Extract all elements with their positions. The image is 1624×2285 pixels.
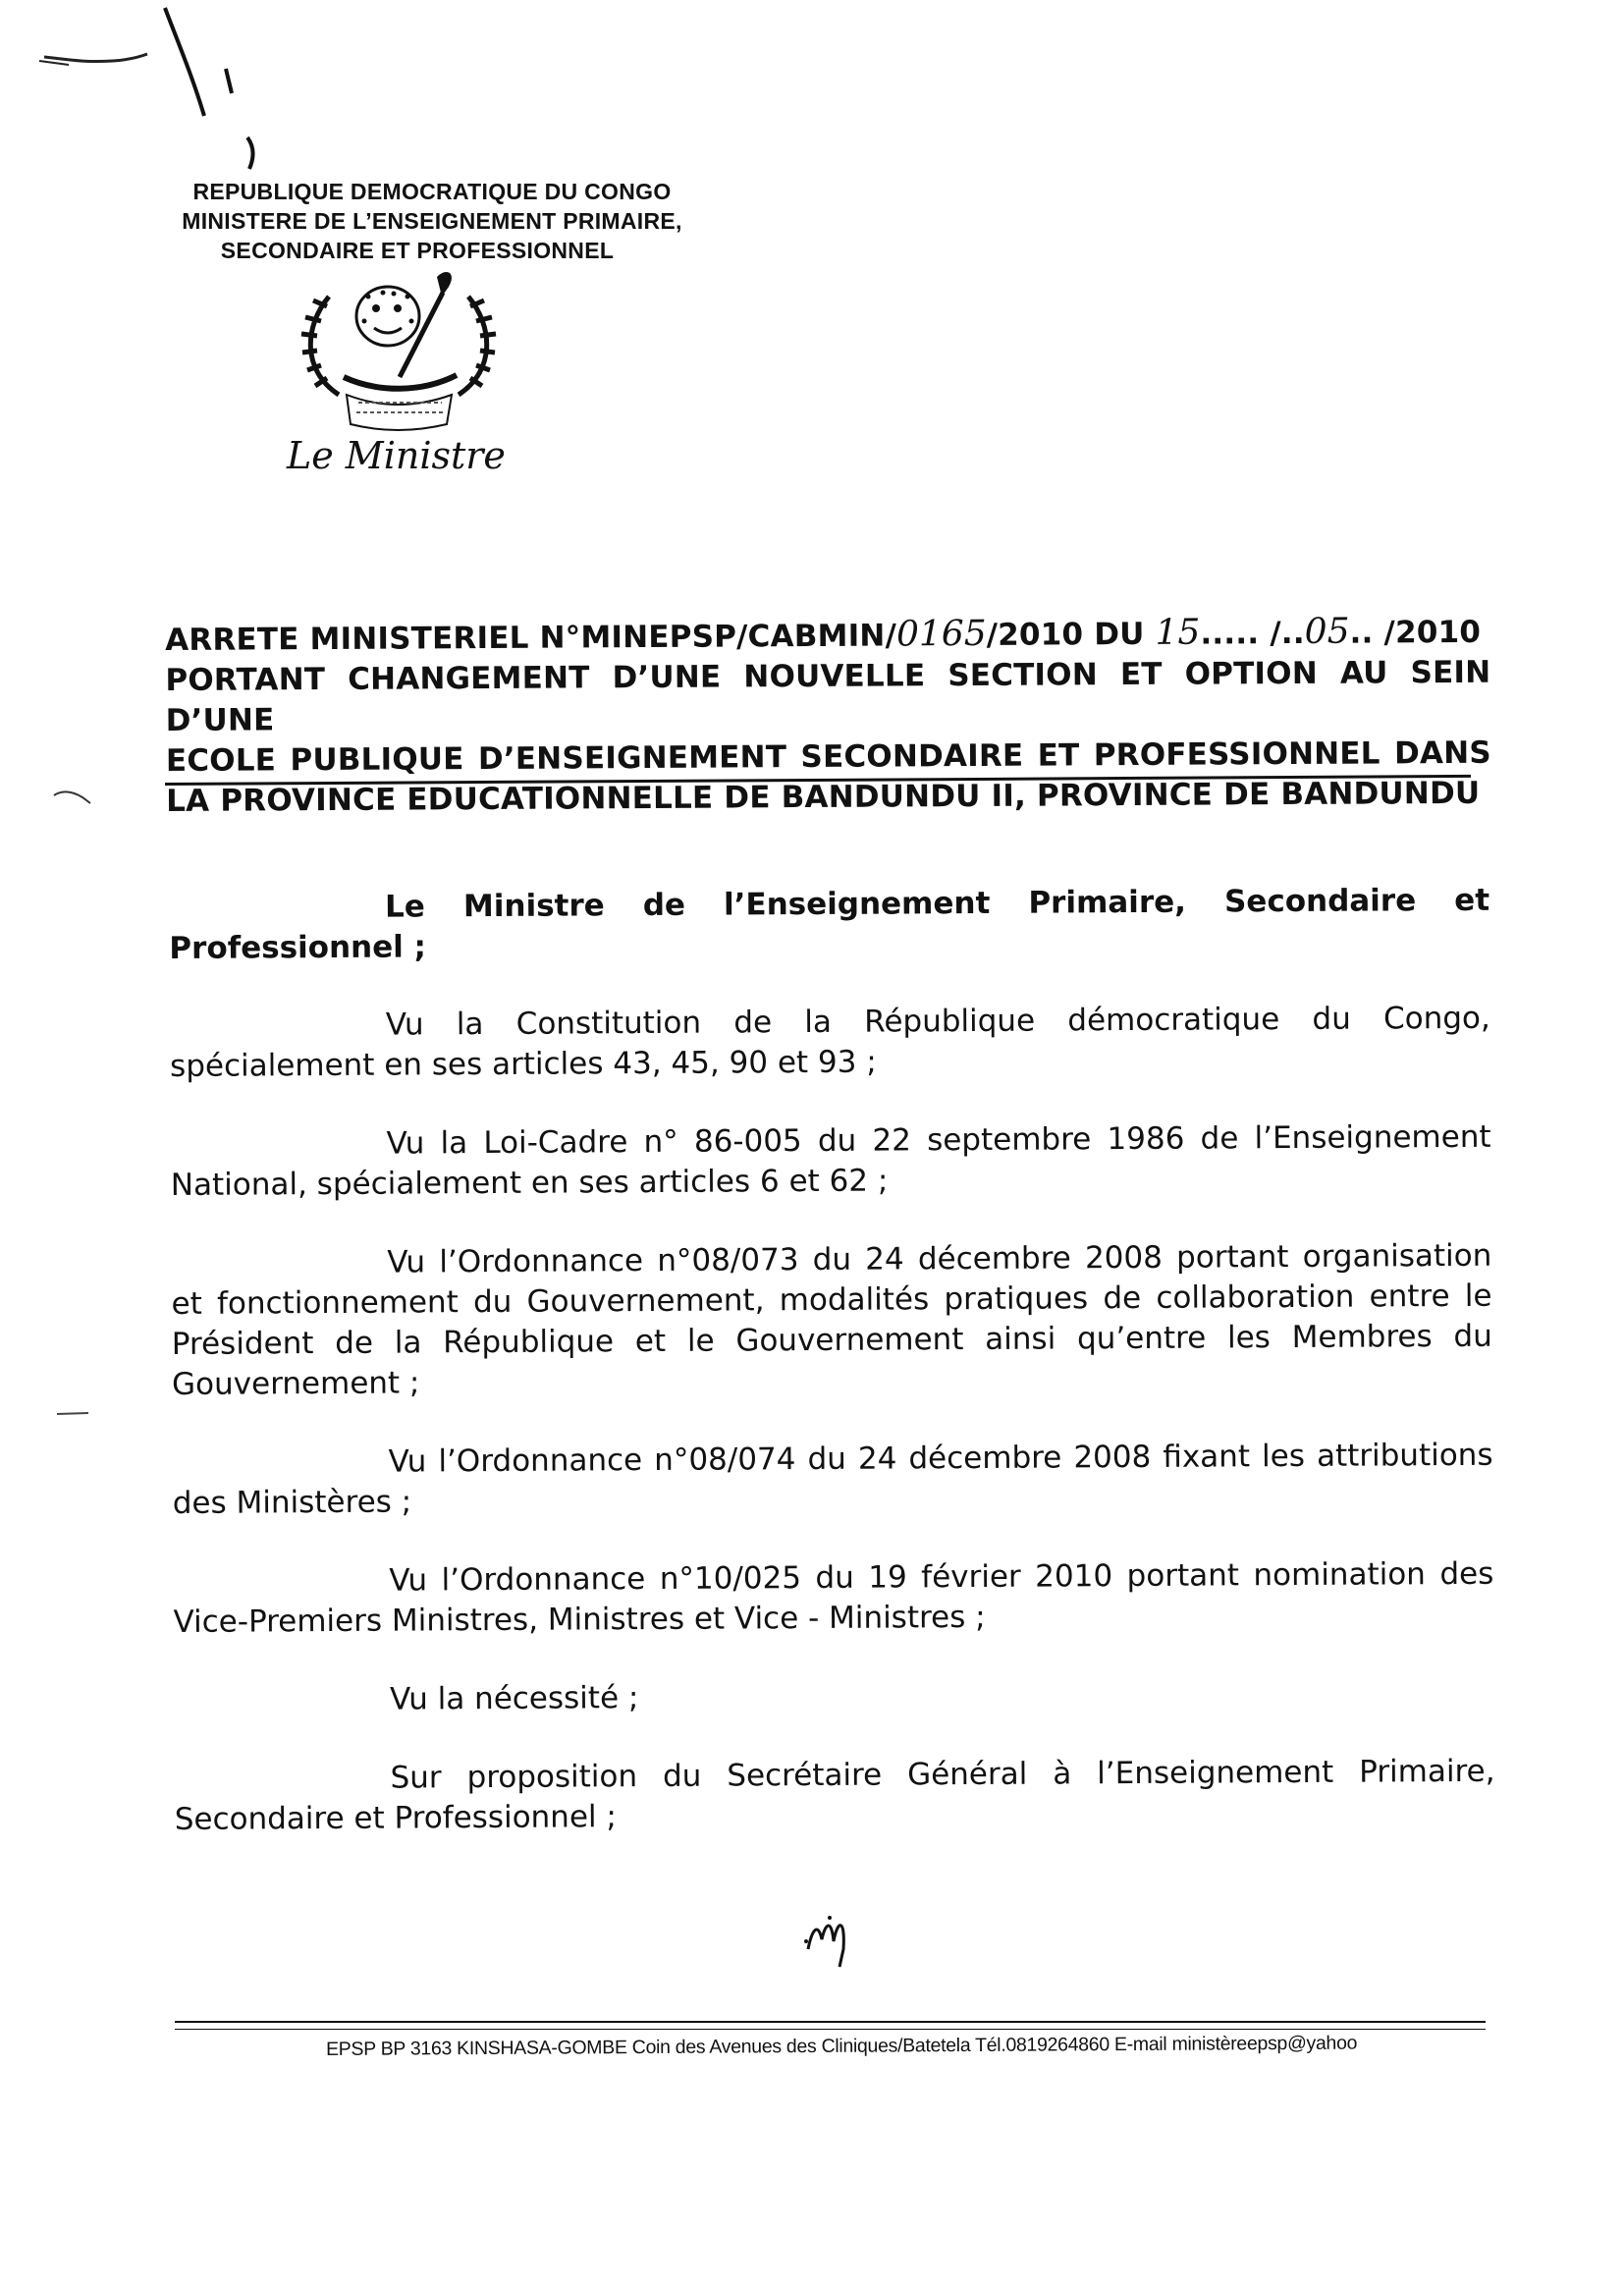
reference-mid: /2010 DU: [986, 616, 1156, 653]
letterhead-line-3: SECONDAIRE ET PROFESSIONNEL: [220, 238, 615, 263]
footer-rule: [175, 2021, 1486, 2023]
footer-address: EPSP BP 3163 KINSHASA-GOMBE Coin des Avenues des Cliniques/Batetela Tél.0819264860 E-mail ministèreepsp@yahoo: [326, 2032, 1358, 2060]
handwritten-number: 0165: [895, 613, 987, 655]
title-line-3: ECOLE PUBLIQUE D’ENSEIGNEMENT SECONDAIRE ET PROFESSIONNEL DANS: [165, 734, 1491, 779]
margin-mark-icon: [54, 1406, 93, 1421]
recital-proposition: Sur proposition du Secrétaire Général à l’Enseignement Primaire, Secondaire et Professionnel ;: [174, 1753, 1495, 1837]
margin-mark-icon: [51, 784, 95, 808]
reference-prefix: ARRETE MINISTERIEL N°MINEPSP/CABMIN/: [165, 618, 897, 658]
handwritten-mark-icon: [29, 0, 265, 177]
reference-suffix: .. /2010: [1349, 614, 1482, 651]
recital-ordonnance-08-074: Vu l’Ordonnance n°08/074 du 24 décembre 2008 fixant les attributions des Ministères ;: [172, 1437, 1493, 1521]
decree-title: [165, 611, 1491, 822]
title-line-4: LA PROVINCE EDUCATIONNELLE DE BANDUNDU II, PROVINCE DE BANDUNDU: [166, 775, 1481, 819]
minister-signature: Le Ministre: [287, 434, 506, 477]
recital-ordonnance-08-073: Vu l’Ordonnance n°08/073 du 24 décembre 2008 portant organisation et fonctionnement du Gouvernement, modalités pratiques de collaboration entre le Président de la République et le Gouvernement ainsi qu’entre les Membres du Gouvernement ;: [171, 1237, 1492, 1402]
handwritten-day: 15: [1155, 612, 1201, 653]
title-line-2: PORTANT CHANGEMENT D’UNE NOUVELLE SECTION ET OPTION AU SEIN D’UNE: [165, 654, 1491, 738]
decree-body: [169, 881, 1495, 1878]
coat-of-arms-icon: [290, 267, 506, 442]
letterhead-line-1: REPUBLIQUE DEMOCRATIQUE DU CONGO: [192, 179, 672, 204]
handwritten-month: 05: [1304, 611, 1350, 652]
footer-rule: [175, 2029, 1486, 2030]
letterhead-line-2: MINISTERE DE L’ENSEIGNEMENT PRIMAIRE,: [182, 208, 682, 234]
recital-ordonnance-10-025: Vu l’Ordonnance n°10/025 du 19 février 2010 portant nomination des Vice-Premiers Ministres, Ministres et Vice - Ministres ;: [173, 1555, 1494, 1640]
recital-necessite: Vu la nécessité ;: [389, 1680, 639, 1717]
recital-loi-cadre: Vu la Loi-Cadre n° 86-005 du 22 septembre 1986 de l’Enseignement National, spécialement en ses articles 6 et 62 ;: [170, 1118, 1491, 1203]
recital-constitution: Vu la Constitution de la République démocratique du Congo, spécialement en ses articles 43, 45, 90 et 93 ;: [169, 1000, 1490, 1084]
preamble-minister: Le Ministre de l’Enseignement Primaire, Secondaire et Professionnel ;: [169, 882, 1490, 966]
paraphe-initials-icon: [800, 1910, 879, 1969]
letterhead: [147, 177, 717, 265]
date-separator: ..... /..: [1200, 615, 1305, 652]
